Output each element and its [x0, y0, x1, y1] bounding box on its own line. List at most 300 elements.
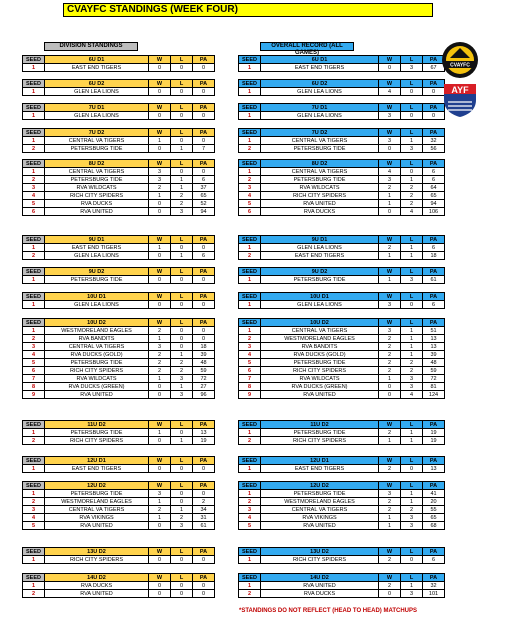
- table-row: [239, 391, 445, 399]
- team-cell: RVA DUCKS (GOLD): [261, 351, 379, 359]
- points-against-header: PA: [193, 268, 215, 276]
- losses-header: L: [401, 268, 423, 276]
- wins-cell: 2: [149, 506, 171, 514]
- table-row: [23, 490, 215, 498]
- losses-cell: 2: [401, 367, 423, 375]
- wins-header: W: [149, 482, 171, 490]
- division-title: 9U D2: [45, 268, 149, 276]
- table-row: [239, 200, 445, 208]
- division-table: [22, 547, 215, 564]
- table-row: [239, 145, 445, 153]
- table-row: [23, 582, 215, 590]
- wins-cell: 3: [149, 490, 171, 498]
- seed-cell: 1: [23, 168, 45, 176]
- seed-header: SEED: [23, 129, 45, 137]
- seed-cell: 5: [23, 522, 45, 530]
- losses-cell: 3: [401, 276, 423, 284]
- points-against-cell: 0: [193, 301, 215, 309]
- team-cell: WESTMORELAND EAGLES: [45, 327, 149, 335]
- team-cell: RVA DUCKS: [261, 208, 379, 216]
- division-header-row: [239, 129, 445, 137]
- division-header-row: [23, 548, 215, 556]
- losses-cell: 0: [171, 590, 193, 598]
- division-title: 10U D2: [45, 319, 149, 327]
- points-against-header: PA: [423, 482, 445, 490]
- seed-cell: 1: [239, 556, 261, 564]
- points-against-cell: 0: [193, 327, 215, 335]
- seed-cell: 6: [23, 208, 45, 216]
- seed-cell: 3: [23, 343, 45, 351]
- seed-cell: 2: [239, 145, 261, 153]
- table-row: [239, 64, 445, 72]
- wins-header: W: [149, 268, 171, 276]
- seed-cell: 1: [239, 137, 261, 145]
- wins-cell: 2: [149, 327, 171, 335]
- losses-cell: 1: [401, 582, 423, 590]
- division-title: 9U D2: [261, 268, 379, 276]
- division-table: [238, 235, 445, 260]
- table-row: [239, 437, 445, 445]
- losses-cell: 2: [171, 359, 193, 367]
- losses-cell: 0: [171, 343, 193, 351]
- seed-cell: 1: [239, 465, 261, 473]
- wins-cell: 0: [149, 208, 171, 216]
- points-against-header: PA: [423, 236, 445, 244]
- points-against-cell: 59: [423, 367, 445, 375]
- table-row: [239, 522, 445, 530]
- table-row: [23, 252, 215, 260]
- points-against-cell: 61: [423, 276, 445, 284]
- losses-header: L: [171, 457, 193, 465]
- seed-cell: 1: [239, 88, 261, 96]
- seed-header: SEED: [23, 160, 45, 168]
- points-against-header: PA: [193, 104, 215, 112]
- seed-cell: 1: [23, 429, 45, 437]
- points-against-cell: 19: [423, 429, 445, 437]
- team-cell: RVA UNITED: [261, 522, 379, 530]
- seed-header: SEED: [239, 160, 261, 168]
- seed-cell: 9: [23, 391, 45, 399]
- division-header-row: [23, 80, 215, 88]
- points-against-cell: 67: [423, 64, 445, 72]
- wins-cell: 2: [379, 556, 401, 564]
- losses-cell: 1: [401, 252, 423, 260]
- losses-cell: 0: [401, 112, 423, 120]
- losses-cell: 1: [401, 176, 423, 184]
- points-against-cell: 13: [193, 429, 215, 437]
- losses-cell: 0: [171, 335, 193, 343]
- losses-cell: 1: [401, 335, 423, 343]
- wins-cell: 3: [149, 343, 171, 351]
- wins-cell: 2: [379, 184, 401, 192]
- division-title: 6U D1: [45, 56, 149, 64]
- points-against-cell: 0: [193, 490, 215, 498]
- table-row: [239, 192, 445, 200]
- losses-cell: 2: [401, 184, 423, 192]
- wins-cell: 2: [379, 335, 401, 343]
- team-cell: PETERSBURG TIDE: [261, 429, 379, 437]
- losses-cell: 0: [401, 556, 423, 564]
- seed-cell: 1: [23, 582, 45, 590]
- points-against-cell: 68: [423, 522, 445, 530]
- wins-cell: 4: [379, 168, 401, 176]
- seed-cell: 1: [23, 465, 45, 473]
- table-row: [23, 137, 215, 145]
- wins-header: W: [379, 56, 401, 64]
- points-against-cell: 13: [423, 335, 445, 343]
- points-against-cell: 0: [423, 112, 445, 120]
- team-cell: GLEN LEA LIONS: [45, 88, 149, 96]
- wins-cell: 2: [149, 351, 171, 359]
- wins-cell: 1: [379, 514, 401, 522]
- points-against-cell: 27: [193, 383, 215, 391]
- table-row: [23, 343, 215, 351]
- team-cell: CENTRAL VA TIGERS: [45, 343, 149, 351]
- division-title: 13U D2: [261, 548, 379, 556]
- team-cell: RICH CITY SPIDERS: [261, 556, 379, 564]
- losses-header: L: [171, 160, 193, 168]
- team-cell: EAST END TIGERS: [261, 64, 379, 72]
- team-cell: PETERSBURG TIDE: [45, 276, 149, 284]
- points-against-header: PA: [193, 574, 215, 582]
- team-cell: RVA VIKINGS: [261, 514, 379, 522]
- seed-cell: 1: [23, 137, 45, 145]
- division-header-row: [239, 574, 445, 582]
- losses-cell: 3: [401, 590, 423, 598]
- losses-cell: 4: [401, 391, 423, 399]
- team-cell: RVA DUCKS (GREEN): [261, 383, 379, 391]
- division-table: [22, 103, 215, 120]
- wins-cell: 2: [379, 506, 401, 514]
- team-cell: PETERSBURG TIDE: [45, 145, 149, 153]
- division-table: [22, 235, 215, 260]
- seed-cell: 5: [239, 359, 261, 367]
- wins-header: W: [149, 80, 171, 88]
- wins-header: W: [379, 236, 401, 244]
- seed-cell: 1: [23, 112, 45, 120]
- team-cell: GLEN LEA LIONS: [261, 88, 379, 96]
- points-against-cell: 94: [193, 208, 215, 216]
- seed-cell: 3: [239, 506, 261, 514]
- seed-cell: 6: [239, 367, 261, 375]
- wins-header: W: [379, 160, 401, 168]
- team-cell: EAST END TIGERS: [45, 244, 149, 252]
- division-title: 11U D2: [261, 421, 379, 429]
- points-against-header: PA: [423, 293, 445, 301]
- team-cell: PETERSBURG TIDE: [261, 145, 379, 153]
- wins-header: W: [149, 56, 171, 64]
- team-cell: RVA UNITED: [45, 208, 149, 216]
- losses-cell: 1: [401, 244, 423, 252]
- points-against-cell: 6: [423, 556, 445, 564]
- team-cell: WESTMORELAND EAGLES: [45, 498, 149, 506]
- seed-cell: 1: [239, 112, 261, 120]
- team-cell: PETERSBURG TIDE: [261, 490, 379, 498]
- team-cell: RICH CITY SPIDERS: [261, 437, 379, 445]
- points-against-header: PA: [193, 129, 215, 137]
- team-cell: CENTRAL VA TIGERS: [45, 137, 149, 145]
- wins-cell: 3: [379, 490, 401, 498]
- seed-header: SEED: [239, 319, 261, 327]
- points-against-cell: 94: [423, 200, 445, 208]
- wins-cell: 3: [379, 176, 401, 184]
- seed-cell: 5: [239, 200, 261, 208]
- points-against-cell: 51: [423, 327, 445, 335]
- table-row: [23, 506, 215, 514]
- losses-cell: 1: [401, 351, 423, 359]
- seed-header: SEED: [239, 457, 261, 465]
- losses-cell: 1: [171, 145, 193, 153]
- wins-cell: 2: [149, 367, 171, 375]
- seed-cell: 2: [23, 590, 45, 598]
- points-against-cell: 65: [423, 514, 445, 522]
- division-title: 7U D1: [45, 104, 149, 112]
- wins-cell: 0: [149, 437, 171, 445]
- seed-cell: 1: [23, 327, 45, 335]
- points-against-cell: 48: [193, 359, 215, 367]
- wins-cell: 0: [379, 391, 401, 399]
- table-row: [239, 176, 445, 184]
- wins-cell: 0: [149, 64, 171, 72]
- wins-cell: 1: [379, 522, 401, 530]
- wins-cell: 2: [379, 465, 401, 473]
- losses-cell: 2: [401, 506, 423, 514]
- losses-cell: 3: [401, 514, 423, 522]
- table-row: [239, 112, 445, 120]
- points-against-header: PA: [423, 548, 445, 556]
- table-row: [239, 208, 445, 216]
- division-header-row: [23, 129, 215, 137]
- wins-cell: 1: [379, 276, 401, 284]
- points-against-cell: 0: [193, 582, 215, 590]
- seed-cell: 1: [23, 556, 45, 564]
- team-cell: CENTRAL VA TIGERS: [45, 506, 149, 514]
- losses-header: L: [401, 56, 423, 64]
- wins-cell: 1: [149, 375, 171, 383]
- division-header-row: [23, 160, 215, 168]
- division-table: [238, 481, 445, 530]
- points-against-cell: 56: [423, 145, 445, 153]
- losses-cell: 2: [401, 359, 423, 367]
- division-header-row: [239, 80, 445, 88]
- team-cell: RICH CITY SPIDERS: [261, 192, 379, 200]
- seed-header: SEED: [23, 80, 45, 88]
- team-cell: GLEN LEA LIONS: [261, 301, 379, 309]
- ayf-logo: [440, 82, 480, 118]
- division-header-row: [239, 319, 445, 327]
- points-against-cell: 32: [423, 582, 445, 590]
- losses-header: L: [401, 319, 423, 327]
- losses-cell: 0: [171, 88, 193, 96]
- division-title: 6U D2: [261, 80, 379, 88]
- wins-header: W: [379, 319, 401, 327]
- points-against-header: PA: [193, 80, 215, 88]
- points-against-header: PA: [423, 268, 445, 276]
- division-title: 8U D2: [261, 160, 379, 168]
- seed-cell: 7: [23, 375, 45, 383]
- wins-header: W: [149, 574, 171, 582]
- table-row: [239, 506, 445, 514]
- table-row: [23, 276, 215, 284]
- wins-header: W: [149, 319, 171, 327]
- losses-cell: 1: [171, 184, 193, 192]
- points-against-cell: 0: [193, 335, 215, 343]
- team-cell: RVA DUCKS: [45, 200, 149, 208]
- seed-header: SEED: [239, 548, 261, 556]
- team-cell: RVA UNITED: [45, 522, 149, 530]
- seed-header: SEED: [23, 56, 45, 64]
- table-row: [23, 375, 215, 383]
- points-against-cell: 6: [423, 176, 445, 184]
- seed-cell: 2: [239, 176, 261, 184]
- division-header-row: [23, 293, 215, 301]
- points-against-cell: 72: [193, 375, 215, 383]
- points-against-header: PA: [193, 457, 215, 465]
- team-cell: RVA WILDCATS: [261, 184, 379, 192]
- losses-header: L: [171, 482, 193, 490]
- division-title: 11U D2: [45, 421, 149, 429]
- losses-cell: 0: [171, 429, 193, 437]
- wins-cell: 2: [379, 351, 401, 359]
- points-against-cell: 72: [423, 375, 445, 383]
- points-against-cell: 59: [193, 367, 215, 375]
- points-against-cell: 6: [193, 252, 215, 260]
- seed-cell: 2: [23, 437, 45, 445]
- team-cell: PETERSBURG TIDE: [261, 176, 379, 184]
- team-cell: PETERSBURG TIDE: [261, 359, 379, 367]
- division-header-row: [23, 319, 215, 327]
- table-row: [23, 498, 215, 506]
- seed-cell: 4: [239, 351, 261, 359]
- division-header-row: [23, 56, 215, 64]
- seed-cell: 1: [239, 244, 261, 252]
- points-against-header: PA: [423, 421, 445, 429]
- seed-cell: 1: [23, 244, 45, 252]
- losses-cell: 0: [171, 168, 193, 176]
- losses-header: L: [171, 236, 193, 244]
- seed-header: SEED: [239, 268, 261, 276]
- points-against-cell: 19: [423, 437, 445, 445]
- seed-cell: 1: [239, 276, 261, 284]
- division-table: [22, 292, 215, 309]
- division-table: [238, 159, 445, 216]
- losses-cell: 0: [401, 88, 423, 96]
- table-row: [239, 383, 445, 391]
- seed-cell: 1: [239, 327, 261, 335]
- points-against-header: PA: [423, 56, 445, 64]
- table-row: [239, 490, 445, 498]
- losses-cell: 3: [171, 208, 193, 216]
- wins-cell: 0: [149, 391, 171, 399]
- division-table: [22, 481, 215, 530]
- losses-cell: 1: [171, 383, 193, 391]
- division-table: [238, 292, 445, 309]
- losses-header: L: [401, 457, 423, 465]
- wins-cell: 0: [149, 276, 171, 284]
- team-cell: CENTRAL VA TIGERS: [45, 168, 149, 176]
- team-cell: RVA WILDCATS: [261, 375, 379, 383]
- division-title: 10U D2: [261, 319, 379, 327]
- division-title: 6U D1: [261, 56, 379, 64]
- table-row: [239, 301, 445, 309]
- division-header-row: [239, 293, 445, 301]
- points-against-header: PA: [193, 482, 215, 490]
- wins-header: W: [149, 293, 171, 301]
- seed-header: SEED: [239, 104, 261, 112]
- wins-cell: 0: [149, 88, 171, 96]
- seed-header: SEED: [23, 574, 45, 582]
- wins-header: W: [149, 457, 171, 465]
- losses-header: L: [171, 56, 193, 64]
- wins-cell: 2: [379, 244, 401, 252]
- losses-cell: 1: [171, 176, 193, 184]
- table-row: [239, 498, 445, 506]
- seed-cell: 5: [239, 522, 261, 530]
- wins-header: W: [149, 104, 171, 112]
- losses-cell: 1: [401, 343, 423, 351]
- team-cell: EAST END TIGERS: [261, 465, 379, 473]
- wins-cell: 2: [379, 343, 401, 351]
- wins-cell: 4: [379, 88, 401, 96]
- team-cell: CENTRAL VA TIGERS: [261, 327, 379, 335]
- losses-cell: 3: [401, 522, 423, 530]
- division-table: [22, 420, 215, 445]
- seed-cell: 1: [239, 301, 261, 309]
- wins-header: W: [379, 268, 401, 276]
- losses-header: L: [401, 129, 423, 137]
- wins-header: W: [379, 421, 401, 429]
- division-table: [238, 573, 445, 598]
- team-cell: RICH CITY SPIDERS: [261, 367, 379, 375]
- division-table: [238, 547, 445, 564]
- table-row: [23, 429, 215, 437]
- seed-cell: 1: [23, 490, 45, 498]
- points-against-cell: 13: [423, 465, 445, 473]
- seed-cell: 1: [23, 88, 45, 96]
- seed-header: SEED: [239, 236, 261, 244]
- table-row: [239, 590, 445, 598]
- losses-cell: 0: [401, 301, 423, 309]
- wins-cell: 0: [149, 301, 171, 309]
- points-against-cell: 0: [193, 590, 215, 598]
- division-table: [22, 456, 215, 473]
- seed-header: SEED: [23, 236, 45, 244]
- points-against-cell: 19: [193, 437, 215, 445]
- division-table: [238, 318, 445, 399]
- wins-cell: 3: [149, 176, 171, 184]
- points-against-cell: 37: [193, 184, 215, 192]
- table-row: [239, 582, 445, 590]
- team-cell: GLEN LEA LIONS: [261, 244, 379, 252]
- wins-header: W: [149, 548, 171, 556]
- points-against-cell: 0: [193, 112, 215, 120]
- points-against-cell: 101: [423, 590, 445, 598]
- wins-cell: 2: [379, 498, 401, 506]
- division-header-row: [23, 421, 215, 429]
- losses-cell: 2: [171, 514, 193, 522]
- team-cell: GLEN LEA LIONS: [45, 301, 149, 309]
- points-against-cell: 96: [193, 391, 215, 399]
- losses-cell: 1: [401, 429, 423, 437]
- losses-header: L: [171, 319, 193, 327]
- losses-cell: 0: [401, 168, 423, 176]
- losses-header: L: [401, 548, 423, 556]
- team-cell: PETERSBURG TIDE: [261, 276, 379, 284]
- seed-header: SEED: [23, 421, 45, 429]
- losses-header: L: [401, 421, 423, 429]
- seed-header: SEED: [239, 421, 261, 429]
- losses-cell: 0: [171, 64, 193, 72]
